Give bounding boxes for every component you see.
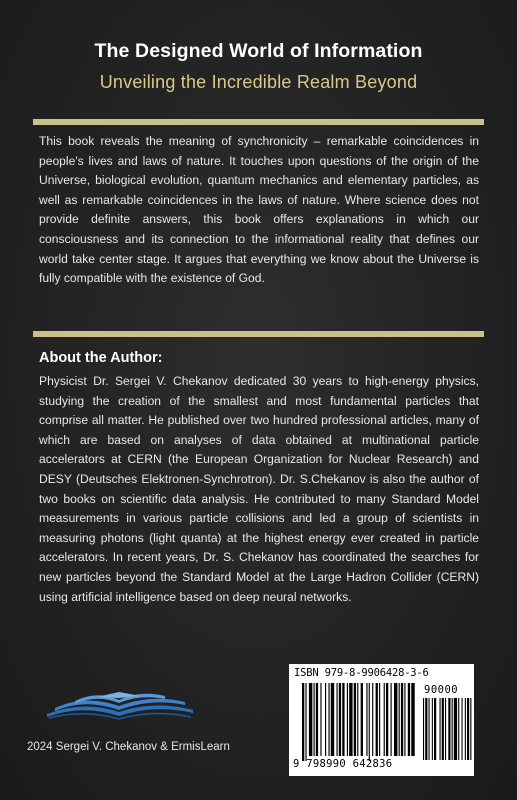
isbn-label: ISBN 979-8-9906428-3-6 (294, 667, 429, 679)
isbn-barcode (289, 664, 474, 776)
publisher-logo-icon (45, 688, 195, 728)
ean-digits: 9 798990 642836 (293, 758, 393, 770)
book-description: This book reveals the meaning of synchronicity – remarkable coincidences in people's lives and laws of nature. It touches upon questions of the origin of the Universe, biological evolution, quantum mechanics and elementary particles, as well as remarkable coincidences in the laws of nature. Where science does not provide definite answers, this book offers explanations in which our consciousness and its connection to the informational reality that defines our world take center stage. It argues that everything we know about the Universe is fully compatible with the existence of God. (39, 134, 479, 286)
divider-middle (33, 331, 484, 337)
about-author-text: Physicist Dr. Sergei V. Chekanov dedicated 30 years to high-energy physics, studying the creation of the smallest and most fundamental particles that comprise all matter. He published over two hundred professional articles, many of which are based on analyses of data obtained at multinational particle accelerators at CERN (the European Organization for Nuclear Research) and DESY (Deutsches Elektronen-Synchrotron). Dr. S.Chekanov is also the author of two books on scientific data analysis. He contributed to many Standard Model measurements in various particle collisions and led a group of scientists in measuring photons (light quanta) at the highest energy ever created in particle accelerators. In recent years, Dr. S. Chekanov has coordinated the searches for new particles beyond the Standard Model at the Large Hadron Collider (CERN) using artificial intelligence based on deep neural networks. (39, 374, 479, 604)
copyright-text: 2024 Sergei V. Chekanov & ErmisLearn (27, 741, 230, 753)
book-title: The Designed World of Information (94, 40, 423, 62)
about-author-heading: About the Author: (39, 350, 163, 366)
divider-top (33, 119, 484, 125)
barcode-addon-number: 90000 (424, 684, 459, 696)
book-subtitle: Unveiling the Incredible Realm Beyond (99, 72, 418, 92)
